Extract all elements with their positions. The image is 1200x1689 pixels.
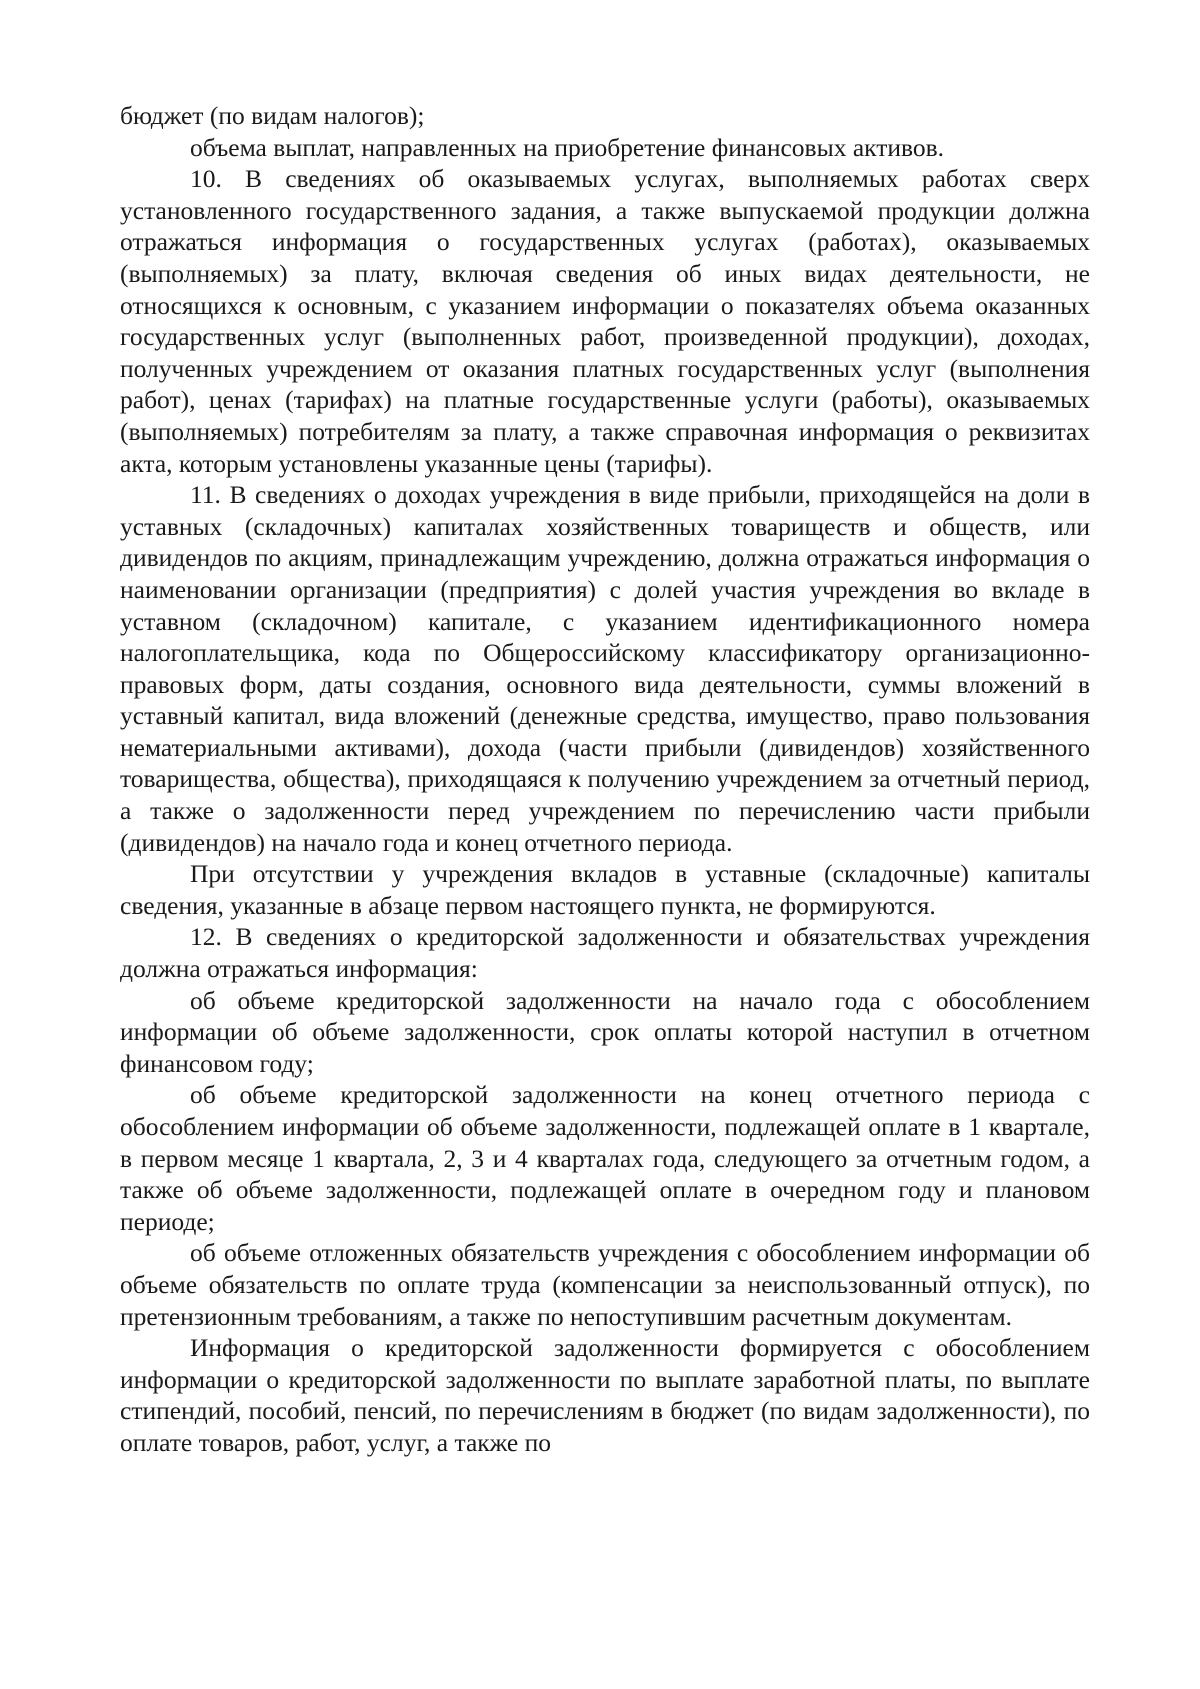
document-page [120, 100, 1090, 1459]
paragraph-item-12: 12. В сведениях о кредиторской задолженности и обязательствах учреждения должна отражаться информация: [120, 922, 1090, 984]
paragraph-payables-end: об объеме кредиторской задолженности на конец отчетного периода с обособлением информации об объеме задолженности, подлежащей оплате в 1 квартале, в первом месяце 1 квартала, 2, 3 и 4 кварталах года, следующего за отчетным годом, а также об объеме задолженности, подлежащей оплате в очередном году и плановом периоде; [120, 1080, 1090, 1236]
paragraph-payables-start: об объеме кредиторской задолженности на начало года с обособлением информации об объеме задолженности, срок оплаты которой наступил в отчетном финансовом году; [120, 985, 1090, 1078]
paragraph-budget-taxes: бюджет (по видам налогов); [120, 101, 425, 130]
paragraph-item-10: 10. В сведениях об оказываемых услугах, выполняемых работах сверх установленного государственного задания, а также выпускаемой продукции должна отражаться информация о государственных услугах (работах), оказываемых (выполняемых) за плату, включая сведения об иных видах деятельности, не относящихся к основным, с указанием информации о показателях объема оказанных государственных услуг (выполненных работ, произведенной продукции), доходах, полученных учреждением от оказания платных государственных услуг (выполнения работ), ценах (тарифах) на платные государственные услуги (работы), оказываемых (выполняемых) потребителям за плату, а также справочная информация о реквизитах акта, которым установлены указанные цены (тарифы). [120, 164, 1090, 478]
paragraph-deferred-obligations: об объеме отложенных обязательств учреждения с обособлением информации об объеме обязательств по оплате труда (компенсации за неиспользованный отпуск), по претензионным требованиям, а также по непоступившим расчетным документам. [120, 1238, 1090, 1331]
paragraph-no-contributions: При отсутствии у учреждения вкладов в уставные (складочные) капиталы сведения, указанные в абзаце первом настоящего пункта, не формируются. [120, 859, 1090, 920]
paragraph-item-11: 11. В сведениях о доходах учреждения в виде прибыли, приходящейся на доли в уставных (складочных) капиталах хозяйственных товариществ и обществ, или дивидендов по акциям, принадлежащим учреждению, должна отражаться информация о наименовании организации (предприятия) с долей участия учреждения во вкладе в уставном (складочном) капитале, с указанием идентификационного номера налогоплательщика, кода по Общероссийскому классификатору организационно-правовых форм, даты создания, основного вида деятельности, суммы вложений в уставный капитал, вида вложений (денежные средства, имущество, право пользования нематериальными активами), дохода (части прибыли (дивидендов) хозяйственного товарищества, общества), приходящаяся к получению учреждением за отчетный период, а также о задолженности перед учреждением по перечислению части прибыли (дивидендов) на начало года и конец отчетного периода. [120, 480, 1090, 857]
paragraph-financial-assets: объема выплат, направленных на приобретение финансовых активов. [190, 132, 945, 162]
paragraph-payables-info: Информация о кредиторской задолженности формируется с обособлением информации о кредиторской задолженности по выплате заработной платы, по выплате стипендий, пособий, пенсий, по перечислениям в бюджет (по видам задолженности), по оплате товаров, работ, услуг, а также по [120, 1333, 1090, 1457]
